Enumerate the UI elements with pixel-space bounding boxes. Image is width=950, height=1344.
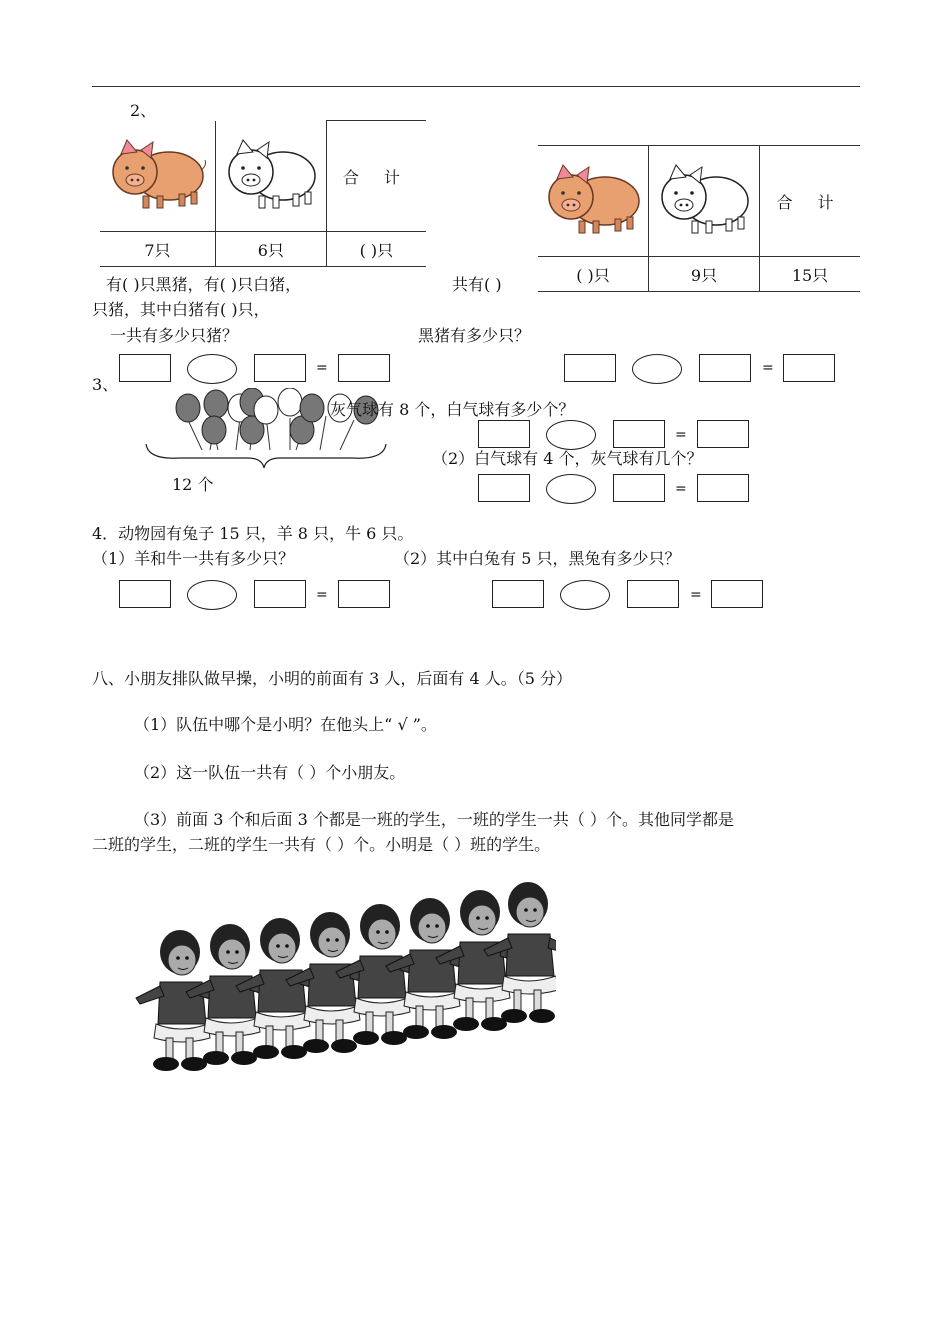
- q8-sub1: （1）队伍中哪个是小明？在他头上“ √ ”。: [134, 715, 437, 734]
- q8-sub3-line1: （3）前面 3 个和后面 3 个都是一班的学生，一班的学生一共（ ）个。其他同学都是: [134, 810, 734, 829]
- q2-right-question: 黑猪有多少只？: [418, 326, 531, 345]
- answer-box[interactable]: [492, 580, 544, 608]
- answer-box[interactable]: [627, 580, 679, 608]
- operator-oval[interactable]: [560, 580, 610, 610]
- answer-box[interactable]: [613, 420, 665, 448]
- operator-oval[interactable]: [187, 580, 237, 610]
- q2-left-text-1: 有( )只黑猪，有( )只白猪，: [106, 275, 302, 294]
- answer-box[interactable]: [697, 474, 749, 502]
- white-pig-icon: [221, 134, 321, 214]
- answer-box[interactable]: [338, 354, 390, 382]
- black-pig-cell: [100, 121, 215, 232]
- question-2-number: 2、: [130, 101, 157, 120]
- q8-sub3-line2: 二班的学生，二班的学生一共有（ ）个。小明是（ ）班的学生。: [92, 835, 551, 854]
- answer-box[interactable]: [254, 354, 306, 382]
- q4-sub1: （1）羊和牛一共有多少只？: [92, 549, 295, 568]
- answer-box[interactable]: [478, 474, 530, 502]
- operator-oval[interactable]: [632, 354, 682, 384]
- q8-sub2: （2）这一队伍一共有（ ）个小朋友。: [134, 763, 406, 782]
- q8-title: 八、小朋友排队做早操，小明的前面有 3 人，后面有 4 人。（5 分）: [92, 669, 572, 688]
- equals-sign: =: [316, 360, 328, 376]
- total-count-2: 15只: [760, 257, 861, 292]
- pig-table-2: [538, 145, 860, 292]
- equals-sign: =: [675, 481, 687, 497]
- answer-box[interactable]: [711, 580, 763, 608]
- equals-sign: =: [675, 427, 687, 443]
- total-header-cell-2: 合 计: [760, 146, 861, 257]
- answer-box[interactable]: [119, 580, 171, 608]
- equals-sign: =: [316, 587, 328, 603]
- question-3-number: 3、: [92, 375, 119, 394]
- answer-box[interactable]: [478, 420, 530, 448]
- equals-sign: =: [762, 360, 774, 376]
- answer-box[interactable]: [338, 580, 390, 608]
- black-pig-icon: [543, 159, 643, 239]
- q2-left-text-2: 共有( ): [452, 275, 502, 294]
- pig-table-1: [100, 120, 426, 267]
- black-pig-icon: [107, 134, 207, 214]
- white-pig-count: 6只: [215, 232, 326, 267]
- answer-box[interactable]: [699, 354, 751, 382]
- black-pig-count: 7只: [100, 232, 215, 267]
- answer-box[interactable]: [119, 354, 171, 382]
- operator-oval[interactable]: [187, 354, 237, 384]
- white-pig-icon: [654, 159, 754, 239]
- black-pig-cell-2: [538, 146, 649, 257]
- white-pig-count-2: 9只: [649, 257, 760, 292]
- q4-sub2: （2）其中白兔有 5 只，黑兔有多少只？: [394, 549, 681, 568]
- operator-oval[interactable]: [546, 474, 596, 504]
- equals-sign: =: [690, 587, 702, 603]
- answer-box[interactable]: [613, 474, 665, 502]
- total-header-cell: 合 计: [326, 121, 426, 232]
- q2-left-text-3: 只猪，其中白猪有( )只，: [92, 300, 270, 319]
- answer-box[interactable]: [254, 580, 306, 608]
- white-pig-cell: [215, 121, 326, 232]
- q3-sub2: （2）白气球有 4 个，灰气球有几个？: [432, 449, 703, 468]
- q3-total-label: 12 个: [172, 475, 214, 494]
- answer-box[interactable]: [697, 420, 749, 448]
- header-rule: [92, 86, 860, 87]
- white-pig-cell-2: [649, 146, 760, 257]
- q4-title: 4．动物园有兔子 15 只，羊 8 只，牛 6 只。: [92, 524, 414, 543]
- black-pig-count-2: ( )只: [538, 257, 649, 292]
- answer-box[interactable]: [564, 354, 616, 382]
- q3-sub1: 灰气球有 8 个，白气球有多少个？: [330, 400, 575, 419]
- q2-left-question: 一共有多少只猪？: [110, 326, 239, 345]
- total-count: ( )只: [326, 232, 426, 267]
- answer-box[interactable]: [783, 354, 835, 382]
- children-line-illustration: [126, 870, 556, 1076]
